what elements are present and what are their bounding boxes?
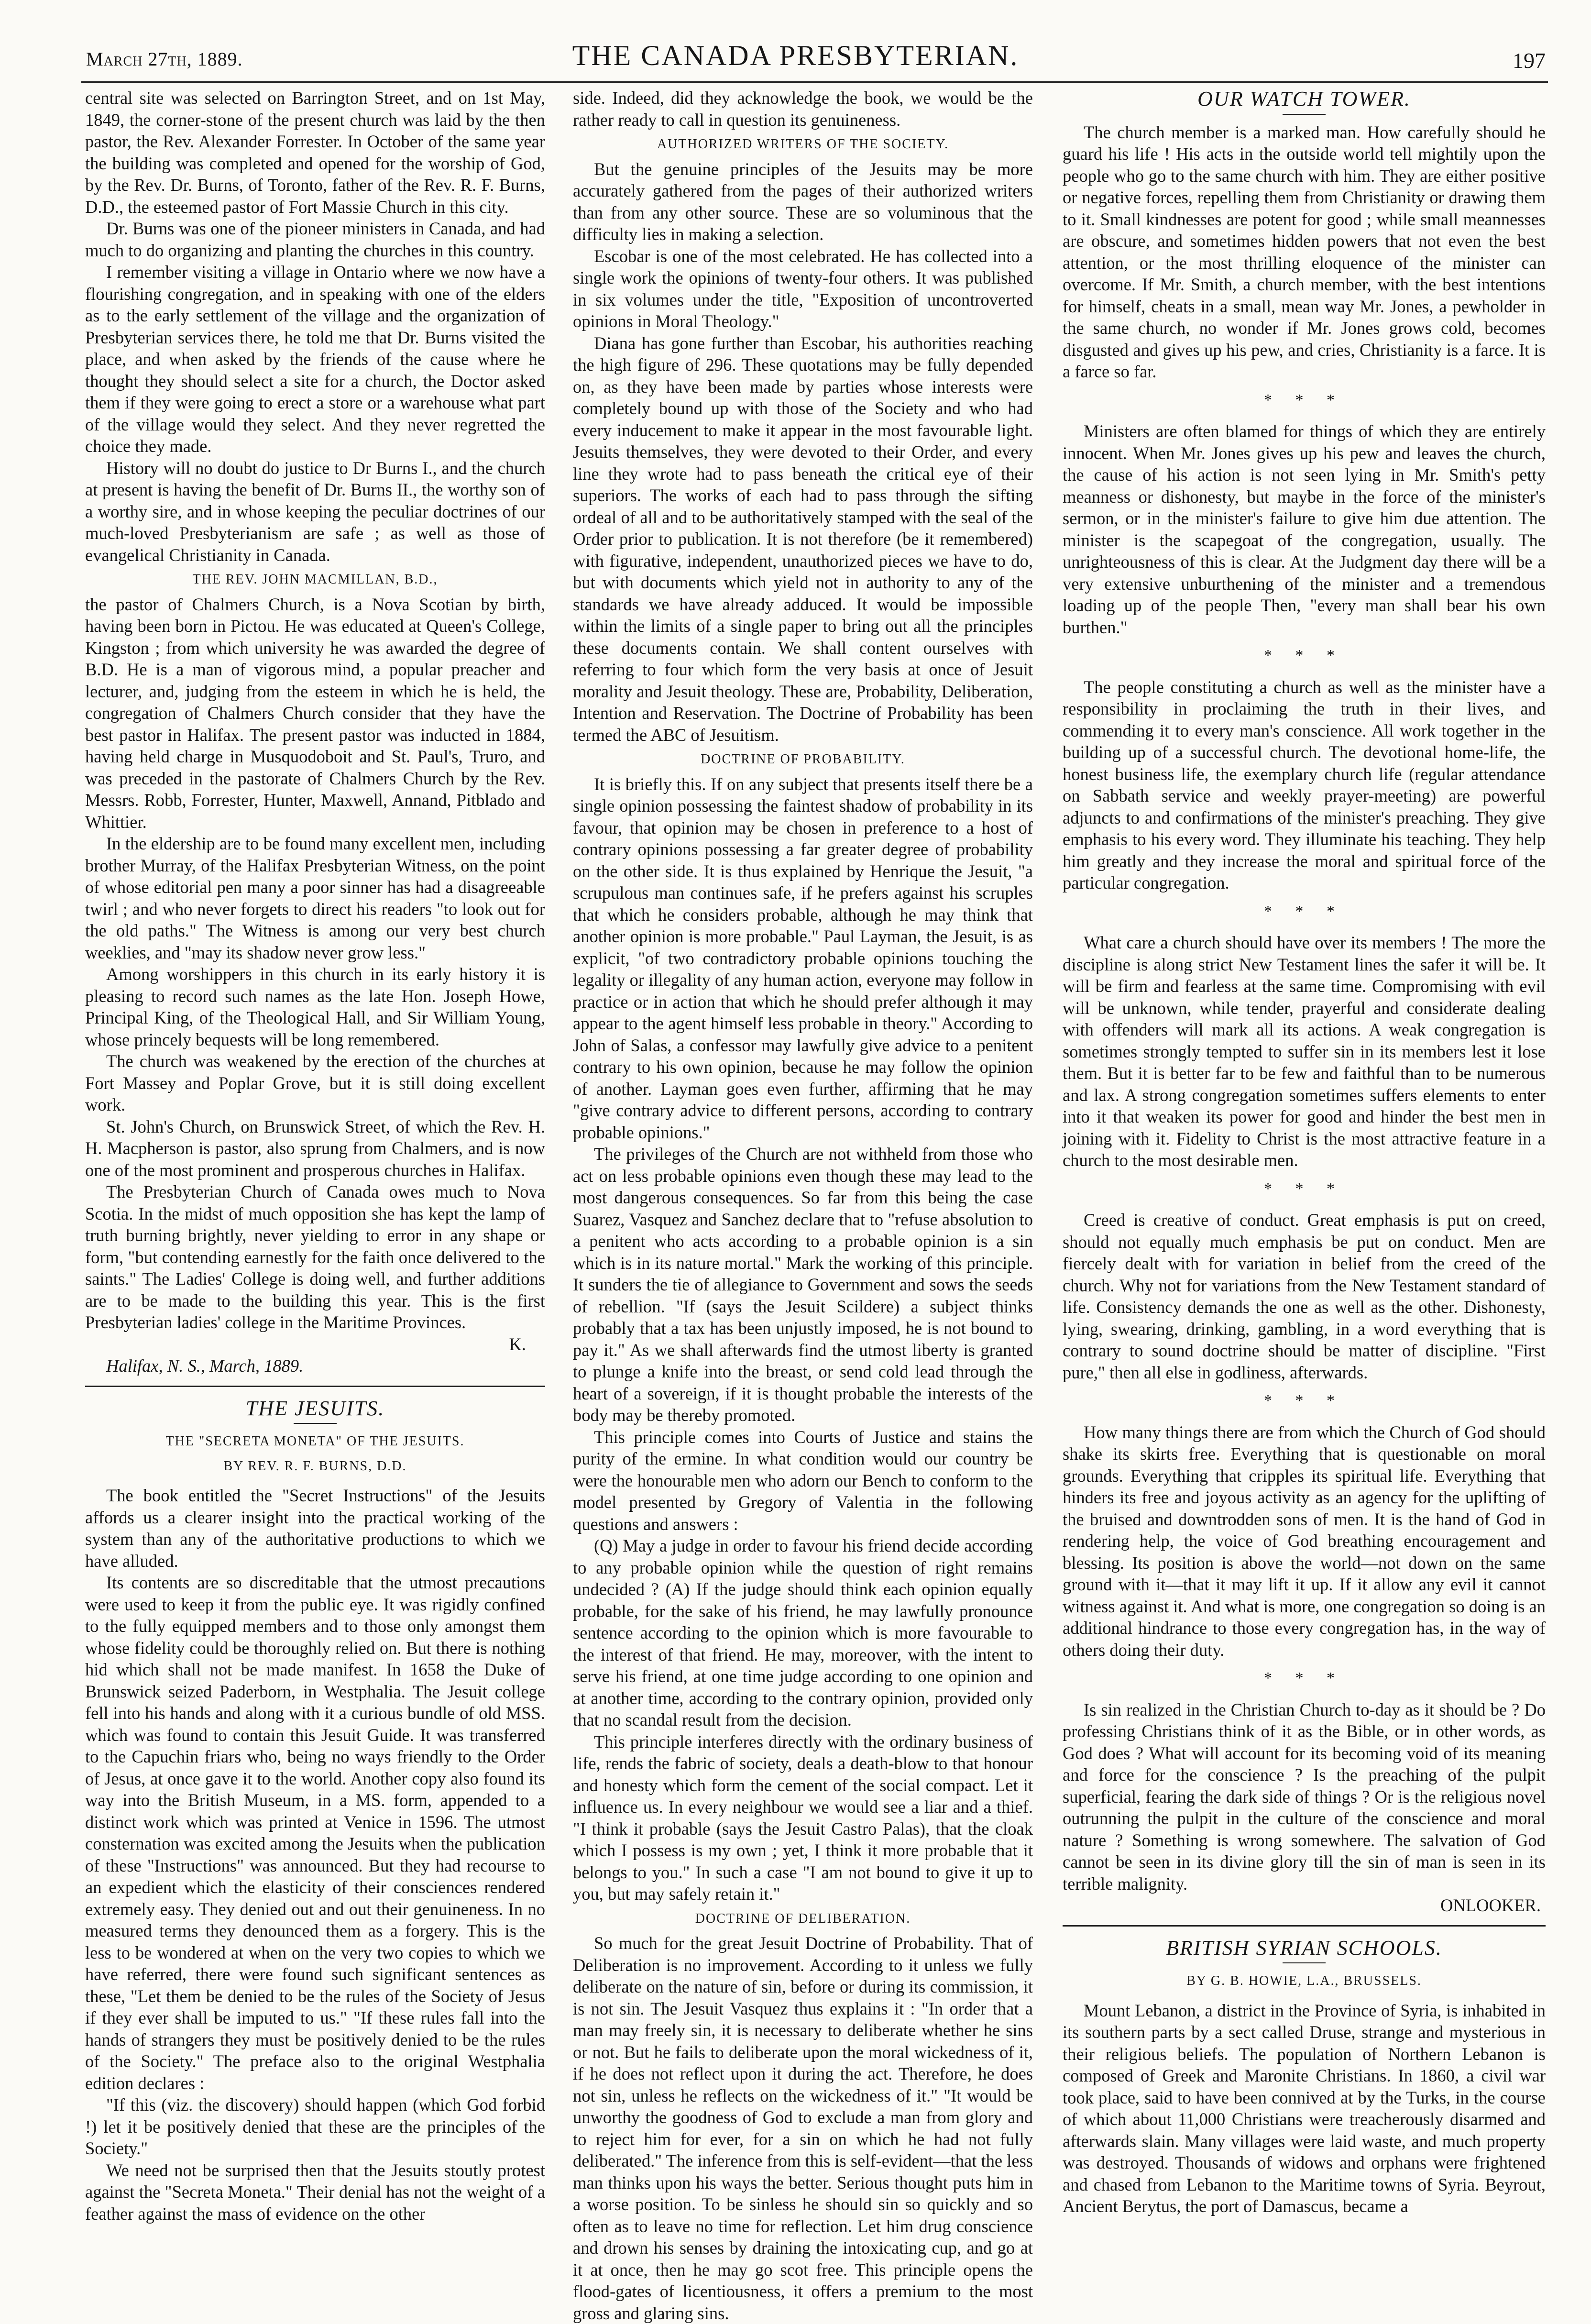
paragraph: This principle interferes directly with the ordinary business of life, rends the fabric of society, deals a death-blow to that honour and honesty which form the cement of the social compact. Let it influence us. In every neighbour we would see a liar and a thief. "I think it probable (says the Jesuit Castro Palas), that the cloak which I possess is my own ; yet, I think it more probable that it belongs to you." In such a case "I am not bound to give it up to you, but may safely retain it." [573,1731,1033,1904]
paragraph: central site was selected on Barrington Street, and on 1st May, 1849, the corner-stone of the present church was laid by the then pastor, the Rev. Alexander Forrester. In October of the same year the building was completed and opened for the worship of God, by the Rev. Dr. Burns, of Toronto, father of the Rev. R. F. Burns, D.D., the esteemed pastor of Fort Massie Church in this city. [85,88,545,217]
paragraph: In the eldership are to be found many excellent men, including brother Murray, of the Halifax Presbyterian Witness, on the point of whose editorial pen many a poor sinner has had a disagreeable twirl ; and who never forgets to direct his readers "to look out for the old paths." The Witness is among our very best church weeklies, and "may its shadow never grow less." [85,834,545,962]
column-1 [85,87,545,2224]
paragraph: The church was weakened by the erection of the churches at Fort Massey and Poplar Grove, but it is still doing excellent work. [85,1051,545,1114]
signature: K. [509,1334,526,1354]
section-rule [1063,1925,1546,1927]
paragraph: St. John's Church, on Brunswick Street, of which the Rev. H. H. Macpherson is pastor, also sprung from Chalmers, and is now one of the most prominent and prosperous churches in Halifax. [85,1116,545,1180]
subheading: AUTHORIZED WRITERS OF THE SOCIETY. [657,137,949,152]
paragraph: Among worshippers in this church in its early history it is pleasing to record such names as the late Hon. Joseph Howe, Principal King, of the Theological Hall, and Sir William Young, whose princely bequests will be long remembered. [85,964,545,1049]
paragraph: side. Indeed, did they acknowledge the book, we would be the rather ready to call in question its genuineness. [573,88,1033,130]
issue-date: March 27th, 1889. [86,48,243,70]
section-break-stars: * * * [1264,1179,1344,1198]
paragraph: The privileges of the Church are not withheld from those who act on less probable opinions even though these may lead to the most dangerous consequences. So far from this being the case Suarez, Vasquez and Sanchez declare that to "refuse absolution to a penitent who acts according to a probable opinion is a sin which is in its nature mortal." Mark the working of this principle. It sunders the tie of allegiance to Government and sows the seeds of rebellion. "If (says the Jesuit Scildere) a subject thinks probably that a tax has been unjustly imposed, he is not bound to pay it." As we shall afterwards find the utmost liberty is granted to plunge a knife into the breast, or send cold lead through the heart of a sovereign, if it is thought probable the interests of the body may be thereby promoted. [573,1144,1033,1425]
article-title: THE JESUITS. [245,1396,385,1420]
paragraph: "If this (viz. the discovery) should happen (which God forbid !) let it be positively denied that these are the principles of the Society." [85,2095,545,2158]
masthead-title: THE CANADA PRESBYTERIAN. [572,40,1019,71]
paragraph: The church member is a marked man. How carefully should he guard his life ! His acts in the outside world tell mightily upon the people who go to the same church with him. They are either positive or negative forces, repelling them from Christianity or drawing them to it. Small kindnesses are potent for good ; while small meannesses are obscure, and sometimes hidden powers that not even the best attention, or the most thrilling eloquence of the minister can overcome. If Mr. Smith, a church member, with the best intentions for himself, cheats in a small, mean way Mr. Jones, a pewholder in the same church, no wonder if Mr. Jones grows cold, becomes disgusted and gives up his pew, and cries, Christianity is a farce. It is a farce so far. [1063,122,1546,381]
paragraph: Creed is creative of conduct. Great emphasis is put on creed, should not equally much emphasis be put on conduct. Men are fiercely dealt with for variation in belief from the creed of the church. Why not for variations from the New Testament standard of life. Consistency demands the one as well as the other. Dishonesty, lying, swearing, drinking, gambling, in a word everything that is contrary to sound doctrine should be matter of discipline. "First pure," then all else in godliness, afterwards. [1063,1210,1546,1382]
section-break-stars: * * * [1264,391,1344,409]
paragraph: the pastor of Chalmers Church, is a Nova Scotian by birth, having been born in Pictou. He was educated at Queen's College, Kingston ; from which university he was awarded the degree of B.D. He is a man of vigorous mind, a popular preacher and lecturer, and, judging from the esteem in which he is held, the congregation of Chalmers Church consider that they have the best pastor in Halifax. The present pastor was inducted in 1884, having held charge in Musquodoboit and St. Paul's, Truro, and was preceded in the pastorate of Chalmers Church by the Rev. Messrs. Robb, Forrester, Hunter, Maxwell, Annand, Pitblado and Whittier. [85,594,545,832]
paragraph: The book entitled the "Secret Instructions" of the Jesuits affords us a clearer insight into the practical working of the system than any of the authoritative productions to which we have alluded. [85,1486,545,1571]
paragraph: The Presbyterian Church of Canada owes much to Nova Scotia. In the midst of much opposition she has kept the lamp of truth burning brightly, never yielding to error in any shape or form, "but contending earnestly for the faith once delivered to the saints." The Ladies' College is doing well, and further additions are to be made to the building this year. This is the first Presbyterian ladies' college in the Maritime Provinces. [85,1182,545,1332]
paragraph: Is sin realized in the Christian Church to-day as it should be ? Do professing Christians think of it as the Bible, or in other words, as God does ? What will account for its becoming void of its meaning and force for the conscience ? Is the preaching of the pulpit superficial, fearing the dark side of things ? Or is the religious novel outrunning the pulpit in the culture of the conscience and moral nature ? Something is wrong somewhere. The salvation of God cannot be seen in its divine glory till the sin of man is seen in its terrible malignity. [1063,1699,1546,1894]
paragraph: I remember visiting a village in Ontario where we now have a flourishing congregation, and in speaking with one of the elders as to the early settlement of the village and the organization of Presbyterian services there, he told me that Dr. Burns visited the place, and when asked by the friends of the cause where he thought they should select a site for a church, the Doctor asked them if they were going to erect a store or a warehouse what part of the village would they select. And they never regretted the choice they made. [85,262,545,456]
title-rule [294,1423,337,1424]
section-break-stars: * * * [1264,647,1344,664]
header-rule [81,81,1548,83]
paragraph: This principle comes into Courts of Justice and stains the purity of the ermine. In what condition would our country be were the honourable men who adorn our Bench to conform to the model presented by Gregory of Valentia in the following questions and answers : [573,1427,1033,1534]
paragraph: Diana has gone further than Escobar, his authorities reaching the high figure of 296. These quotations may be fully depended on, as they have been made by parties whose interests were completely bound up with those of the Society and who had every inducement to make it appear in the most favourable light. Jesuits themselves, they were devoted to their Order, and every line they wrote had to pass beneath the critical eye of their superiors. The works of each had to pass through the sifting ordeal of all and to be authoritatively stamped with the seal of the Order prior to publication. It is not therefore (be it remembered) with figurative, independent, unauthorized pieces we have to do, but with documents which yield not in authority to any of the standards we have already adduced. It would be impossible within the limits of a single paper to bring out all the principles these documents contain. We shall content ourselves with referring to four which form the very basis at once of Jesuit morality and Jesuit theology. These are, Probability, Deliberation, Intention and Reservation. The Doctrine of Probability has been termed the ABC of Jesuitism. [573,333,1033,745]
subheading: THE REV. JOHN MACMILLAN, B.D., [192,572,438,587]
section-break-stars: * * * [1264,1392,1344,1410]
subheading: DOCTRINE OF DELIBERATION. [695,1911,911,1926]
section-break-stars: * * * [1264,1669,1344,1687]
column-2 [573,87,1033,2323]
paragraph: But the genuine principles of the Jesuits may be more accurately gathered from the pages of their authorized writers than from any other source. These are so voluminous that the difficulty lies in making a selection. [573,159,1033,244]
paragraph: Mount Lebanon, a district in the Province of Syria, is inhabited in its southern parts by a sect called Druse, strange and mysterious in their religious beliefs. The population of Northern Lebanon is composed of Greek and Maronite Christians. In 1860, a civil war took place, said to have been connived at by the Turks, in the course of which about 11,000 Christians were treacherously disarmed and afterwards slain. Many villages were laid waste, and much property was destroyed. Thousands of widows and orphans were frightened and chased from Lebanon to the Maritime towns of Syria. Beyrout, Ancient Berytus, the port of Damascus, became a [1063,2000,1546,2216]
paragraph: Its contents are so discreditable that the utmost precautions were used to keep it from the public eye. It was rigidly confined to the fully equipped members and to those only amongst them whose fidelity could be thoroughly relied on. But there is nothing hid which shall not be made manifest. In 1658 the Duke of Brunswick seized Paderborn, in Westphalia. The Jesuit college fell into his hands and along with it a curious bundle of old MSS. which was found to contain this Jesuit Guide. It was transferred to the Capuchin friars who, being no ways friendly to the Order of Jesus, at once gave it to the world. Another copy also found its way into the British Museum, in a MS. form, appended to a distinct work which was printed at Venice in 1596. The utmost consternation was excited among the Jesuits when the publication of these "Instructions" was announced. But they had recourse to an expedient which the elasticity of their consciences rendered extremely easy. They denied out and out their genuineness. In no measured terms they denounced them as a forgery. This is the less to be wondered at when on the very two copies to which we have referred, there were found such significant sentences as these, "Let them be denied to be the rules of the Society of Jesus if they ever shall be imputed to us." "If these rules fall into the hands of strangers they must be positively denied to be the rules of the Society." The preface also to the original Westphalia edition declares : [85,1573,545,2093]
paragraph: What care a church should have over its members ! The more the discipline is along strict New Testament lines the safer it will be. It will be firm and fearless at the same time. Compromising with evil will be unknown, while tender, prayerful and considerate dealing with offenders will mark all its actions. A weak congregation is sometimes strongly tempted to suffer sin in its members lest it lose them. But it is better far to be few and faithful than to be numerous and lax. A strong congregation sometimes suffers elements to enter into it that weaken its power for good and hinder the best men in joining with it. Fidelity to Christ is the most attractive feature in a church to the most desirable men. [1063,933,1546,1170]
dateline: Halifax, N. S., March, 1889. [106,1356,304,1376]
byline: BY REV. R. F. BURNS, D.D. [223,1458,407,1474]
signature: ONLOOKER. [1440,1895,1541,1915]
paragraph: Dr. Burns was one of the pioneer ministers in Canada, and had much to do organizing and planting the churches in this country. [85,219,545,260]
running-head [0,34,1591,77]
byline: BY G. B. HOWIE, L.A., BRUSSELS. [1186,1973,1422,1988]
title-rule [1283,1962,1326,1963]
paragraph: Ministers are often blamed for things of which they are entirely innocent. When Mr. Jones gives up his pew and leaves the church, the cause of his action is not seen lying in Mr. Smith's petty meanness or dishonesty, but maybe in the force of the minister's sermon, or in the minister's failure to give him due attention. The minister is the scapegoat of the congregation, usually. The unrighteousness of this is clear. At the Judgment day there will be a very extensive unburthening of the minister and a tremendous loading up of the people Then, "every man shall bear his own burthen." [1063,421,1546,637]
section-break-stars: * * * [1264,902,1344,920]
subheading: DOCTRINE OF PROBABILITY. [701,752,905,767]
paragraph: So much for the great Jesuit Doctrine of Probability. That of Deliberation is no improvement. According to it unless we fully deliberate on the nature of sin, before or during its commission, it is not sin. The Jesuit Vasquez thus explains it : "In order that a man may freely sin, it is necessary to deliberate whether he sins or not. But he fails to deliberate upon the moral wickedness of it, if he does not reflect upon it during the act. Therefore, he does not sin, unless he reflects on the wickedness of it." "It would be unworthy the goodness of God to exclude a man from glory and to reject him for ever, for a sin on which he had not fully deliberated." The inference from this is self-evident—that the less man thinks upon his ways the better. Serious thought puts him in a worse position. To be sinless he should sin so quickly and so often as to leave no time for reflection. Let him drug conscience and drown his senses by draining the intoxicating cup, and go at it at once, then he may go scot free. This principle opens the flood-gates of licentiousness, it offers a premium to the most gross and glaring sins. [573,1933,1033,2323]
article-subtitle: THE "SECRETA MONETA" OF THE JESUITS. [165,1434,465,1449]
paragraph: It is briefly this. If on any subject that presents itself there be a single opinion possessing the faintest shadow of probability in its favour, that opinion may be chosen in preference to a host of contrary opinions possessing a far greater degree of probability on the other side. It is thus explained by Henrique the Jesuit, "a scrupulous man continues safe, if he prefers against his scruples that which he considers probable, although he may think that another opinion is more probable." Paul Layman, the Jesuit, is as explicit, "of two contradictory probable opinions touching the legality or illegality of any human action, everyone may follow in practice or in action that which he should prefer although it may appear to the agent himself less probable in theory." According to John of Salas, a confessor may lawfully give advice to a penitent contrary to his own opinion, because he may follow the opinion of another. Layman goes even further, affirming that he may "give contrary advice to different persons, according to contrary probable opinions." [573,774,1033,1142]
section-rule [85,1386,545,1387]
paragraph: (Q) May a judge in order to favour his friend decide according to any probable opinion while the question of right remains undecided ? (A) If the judge should think each opinion equally probable, for the sake of his friend, he may lawfully pronounce sentence according to the opinion which is more favourable to the interest of that friend. He may, moreover, with the intent to serve his friend, at one time judge according to one opinion and at another time, according to the contrary opinion, provided only that no scandal result from the decision. [573,1536,1033,1729]
page-number: 197 [1513,48,1546,73]
paragraph: Escobar is one of the most celebrated. He has collected into a single work the opinions of twenty-four others. It was published in six volumes under the title, "Exposition of uncontroverted opinions in Moral Theology." [573,246,1033,331]
title-rule [1283,114,1326,115]
column-3 [1063,87,1546,2216]
paragraph: History will no doubt do justice to Dr Burns I., and the church at present is having the benefit of Dr. Burns II., the worthy son of a worthy sire, and in whose keeping the peculiar doctrines of our much-loved Presbyterianism are safe ; as well as those of evangelical Christianity in Canada. [85,458,545,565]
section-title: OUR WATCH TOWER. [1197,87,1411,110]
paragraph: We need not be surprised then that the Jesuits stoutly protest against the "Secreta Moneta." Their denial has not the weight of a feather against the mass of evidence on the other [85,2160,545,2224]
paragraph: The people constituting a church as well as the minister have a responsibility in proclaiming the truth in their lives, and commending it to every man's conscience. All work together in the building up of a successful church. The devotional home-life, the honest business life, the exemplary church life (regular attendance on Sabbath service and weekly prayer-meeting) are powerful adjuncts to and confirmations of the minister's preaching. They give emphasis to his every word. They illuminate his teaching. They help him greatly and they increase the moral and spiritual force of the particular congregation. [1063,677,1546,892]
paragraph: How many things there are from which the Church of God should shake its skirts free. Everything that is questionable on moral grounds. Everything that cripples its spiritual life. Everything that hinders its free and joyous activity as an agency for the uplifting of the bruised and downtrodden sons of men. It is the hand of God in rendering help, the voice of God breathing encouragement and blessing. Its position is above the world—not down on the same ground with it—that it may lift it up. If it allow any evil it cannot witness against it. And what is more, one congregation so doing is an additional hindrance to those every congregation has, in the way of others doing their duty. [1063,1422,1546,1660]
article-title: BRITISH SYRIAN SCHOOLS. [1166,1936,1442,1960]
